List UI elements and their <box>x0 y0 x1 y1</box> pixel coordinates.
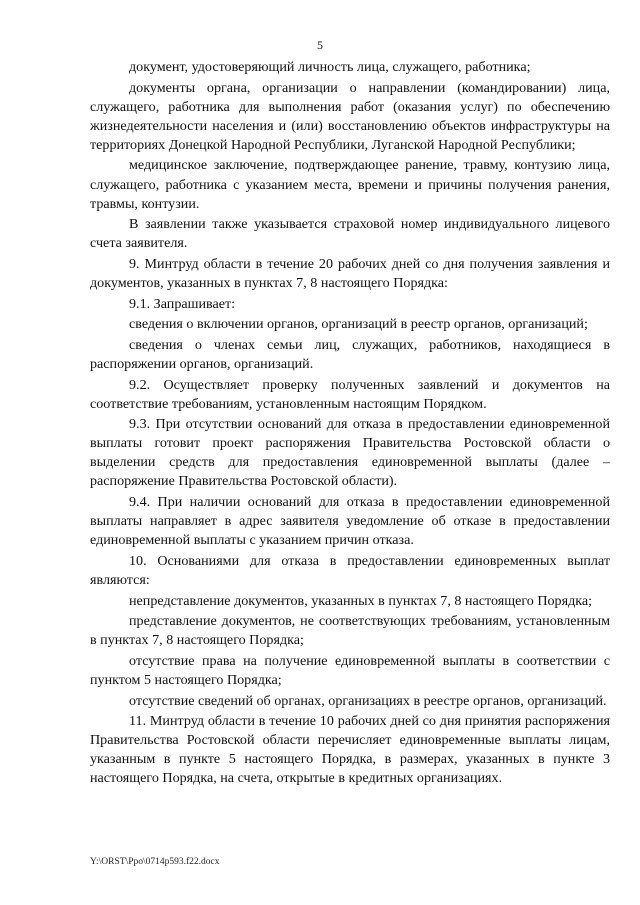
footer-file-path: Y:\ORST\Ppo\0714p593.f22.docx <box>90 857 220 867</box>
paragraph: 9.2. Осуществляет проверку полученных заявлений и документов на соответствие требованиям, установленным настоящим Порядком. <box>90 376 610 412</box>
paragraph: медицинское заключение, подтверждающее ранение, травму, контузию лица, служащего, работника с указанием места, времени и причины получения ранения, травмы, контузии. <box>90 157 610 212</box>
paragraph: 9.1. Запрашивает: <box>129 295 236 312</box>
paragraph: представление документов, не соответствующих требованиям, установленным в пунктах 7, 8 настоящего Порядка; <box>90 613 610 649</box>
paragraph: отсутствие сведений об органах, организациях в реестре органов, организаций. <box>129 692 607 709</box>
paragraph: документ, удостоверяющий личность лица, служащего, работника; <box>129 59 531 75</box>
paragraph: сведения о членах семьи лиц, служащих, работников, находящиеся в распоряжении органов, организаций. <box>90 336 610 372</box>
paragraph: 9.4. При наличии оснований для отказа в предоставлении единовременной выплаты направляет в адрес заявителя уведомление об отказе в предоставлении единовременной выплаты с указанием причин отказа. <box>90 494 610 549</box>
document-body <box>90 58 610 790</box>
paragraph: непредставление документов, указанных в пунктах 7, 8 настоящего Порядка; <box>129 592 593 609</box>
paragraph: 10. Основаниями для отказа в предоставлении единовременных выплат являются: <box>90 552 610 588</box>
paragraph: сведения о включении органов, организаций в реестр органов, организаций; <box>129 316 588 333</box>
paragraph: 9. Минтруд области в течение 20 рабочих дней со дня получения заявления и документов, указанных в пунктах 7, 8 настоящего Порядка: <box>90 255 610 292</box>
paragraph: документы органа, организации о направлении (командировании) лица, служащего, работника для выполнения работ (оказания услуг) по обеспечению жизнедеятельности населения и (или) восстановлению объектов инфраструктуры на территориях Донецкой Народной Республики, Луганской Народной Республики; <box>90 79 610 153</box>
paragraph: В заявлении также указывается страховой номер индивидуального лицевого счета заявителя. <box>90 216 610 252</box>
paragraph: отсутствие права на получение единовременной выплаты в соответствии с пунктом 5 настоящего Порядка; <box>90 652 610 688</box>
page-number: 5 <box>317 38 323 52</box>
paragraph: 11. Минтруд области в течение 10 рабочих дней со дня принятия распоряжения Правительства Ростовской области перечисляет единовременные выплаты лицам, указанным в пункте 5 настоящего Порядка, в размерах, указанных в пункте 3 настоящего Порядка, на счета, открытые в кредитных организациях. <box>90 713 610 787</box>
paragraph: 9.3. При отсутствии оснований для отказа в предоставлении единовременной выплаты готовит проект распоряжения Правительства Ростовской области о выделении средств для предоставления единовременной выплаты (далее – распоряжение Правительства Ростовской области). <box>90 416 610 490</box>
